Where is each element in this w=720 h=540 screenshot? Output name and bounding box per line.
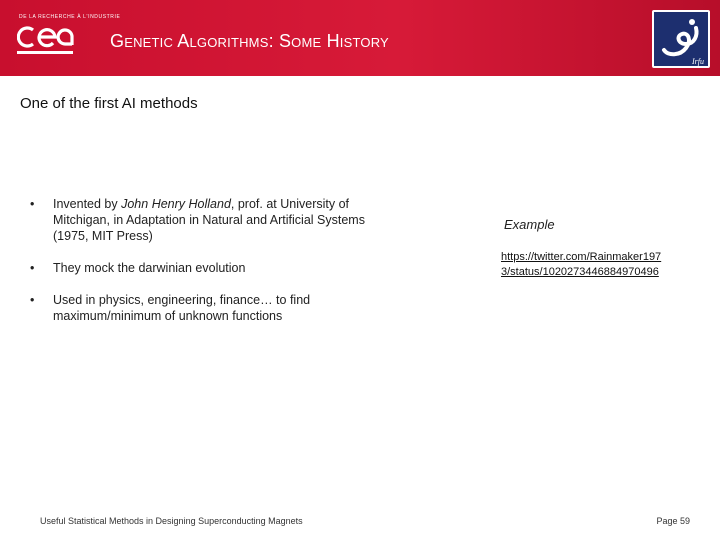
bullet-list: [30, 196, 380, 340]
footer-text: Useful Statistical Methods in Designing Superconducting Magnets: [40, 516, 303, 526]
cea-logo: [17, 24, 75, 63]
bullet-text: Used in physics, engineering, finance… to find maximum/minimum of unknown functions: [53, 293, 311, 323]
svg-text:Irfu: Irfu: [692, 57, 704, 66]
example-label: Example: [504, 217, 555, 232]
list-item: [30, 260, 380, 276]
slide-subtitle: One of the first AI methods: [20, 95, 198, 112]
bullet-icon: •: [30, 197, 35, 211]
example-link[interactable]: https://twitter.com/Rainmaker1973/status/1020273446884970496: [501, 251, 662, 278]
irfu-logo: [652, 10, 710, 68]
bullet-text: Invented by: [53, 197, 122, 211]
list-item: [30, 196, 380, 244]
cea-tagline: DE LA RECHERCHE À L'INDUSTRIE: [19, 14, 121, 20]
list-item: [30, 292, 380, 324]
bullet-icon: •: [30, 261, 35, 275]
header-bar: [0, 0, 720, 76]
bullet-text: They mock the darwinian evolution: [53, 261, 246, 275]
bullet-emphasis: John Henry Holland: [121, 197, 231, 211]
bullet-icon: •: [30, 293, 35, 307]
bullet-text: , prof. at University of Mitchigan, in Adaptation in Natural and Artificial Systems (1975, MIT Press): [53, 197, 365, 243]
slide-title: Genetic Algorithms: Some History: [110, 31, 389, 51]
page-number: Page 59: [656, 516, 690, 526]
